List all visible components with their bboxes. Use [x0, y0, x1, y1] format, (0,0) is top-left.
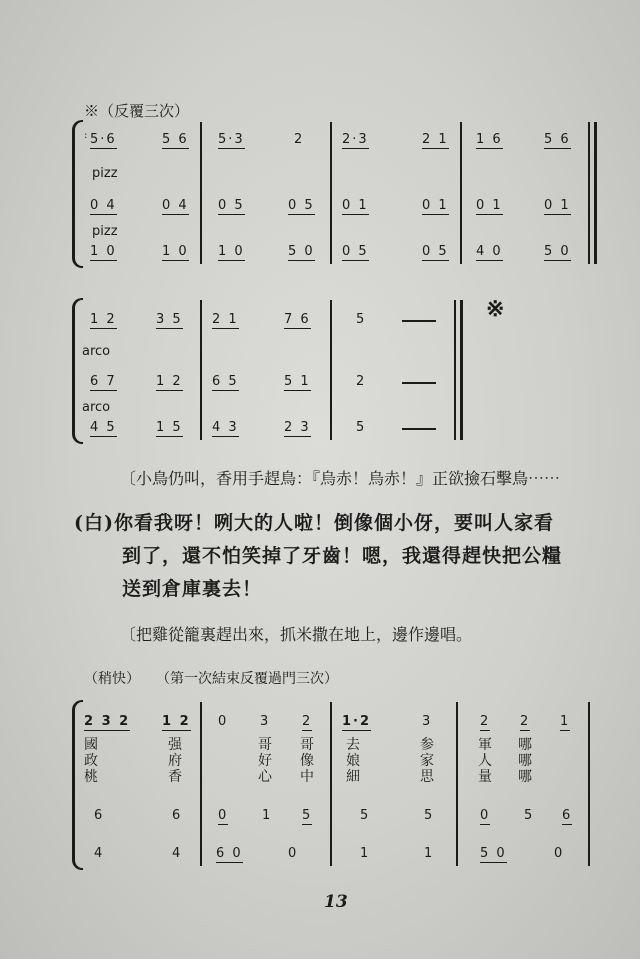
- lyric: 桃: [84, 769, 98, 785]
- note: 5: [356, 420, 367, 435]
- lyric: 娘: [346, 753, 360, 769]
- note: 5: [524, 808, 535, 823]
- lyric: 强: [168, 737, 182, 753]
- note: 2: [356, 374, 367, 389]
- lyric: 政: [84, 753, 98, 769]
- note: 1: [360, 846, 371, 861]
- lyric: 國: [84, 737, 98, 753]
- note: 0: [554, 846, 565, 861]
- note: 1 5: [156, 420, 183, 435]
- dialogue-line: (白)你看我呀！咧大的人啦！倒像個小伢，要叫人家看: [74, 512, 554, 534]
- double-barline: [460, 300, 463, 440]
- note: 1 6: [476, 132, 503, 147]
- system-brace: [72, 700, 83, 870]
- note: 0 4: [90, 198, 117, 213]
- note: 4: [94, 846, 105, 861]
- barline: [456, 702, 458, 866]
- note: 5 1: [284, 374, 311, 389]
- score-system-3: [72, 698, 602, 870]
- note: 0 1: [342, 198, 369, 213]
- note: 1: [424, 846, 435, 861]
- page-number: 13: [324, 892, 348, 912]
- note: 5: [424, 808, 435, 823]
- barline: [330, 122, 332, 264]
- note: 2·3: [342, 132, 369, 147]
- note: 5: [356, 312, 367, 327]
- arco-label: arco: [82, 344, 111, 359]
- note: 3: [422, 714, 433, 729]
- note: 2: [520, 714, 531, 729]
- lyric: 量: [478, 769, 492, 785]
- note: 2 1: [212, 312, 239, 327]
- segno-sign: ※: [486, 296, 505, 322]
- arco-label: arco: [82, 400, 111, 415]
- note: 4 5: [90, 420, 117, 435]
- sustain-dash: [402, 382, 436, 384]
- note: 5 6: [162, 132, 189, 147]
- note: 5 0: [544, 244, 571, 259]
- note: 3: [260, 714, 271, 729]
- dialogue-line: 到了，還不怕笑掉了牙齒！嗯，我還得趕快把公糧: [122, 545, 563, 567]
- note: 6: [172, 808, 183, 823]
- barline: [330, 702, 332, 866]
- note: 0 5: [218, 198, 245, 213]
- repeat-instruction: （第一次結束反覆過門三次）: [156, 671, 338, 687]
- repeat-dots: :: [84, 130, 88, 141]
- note: 6 0: [216, 846, 243, 861]
- repeat-heading: ※（反覆三次）: [84, 102, 190, 120]
- note: 1 2: [162, 714, 191, 729]
- lyric: 哪: [518, 737, 532, 753]
- system-brace: [72, 120, 83, 268]
- note: 4: [172, 846, 183, 861]
- tempo-marking: （稍快）: [84, 671, 140, 687]
- note: 6: [94, 808, 105, 823]
- lyric: 好: [258, 753, 272, 769]
- lyric: 府: [168, 753, 182, 769]
- note: 2: [302, 714, 313, 729]
- note: 4 3: [212, 420, 239, 435]
- note: 0 5: [288, 198, 315, 213]
- note: 0: [288, 846, 299, 861]
- note: 5·3: [218, 132, 245, 147]
- lyric: 軍: [478, 737, 492, 753]
- lyric: 哥: [300, 737, 314, 753]
- note: 4 0: [476, 244, 503, 259]
- note: 1·2: [342, 714, 372, 729]
- lyric: 参: [420, 737, 434, 753]
- lyric: 心: [258, 769, 272, 785]
- note: 1: [560, 714, 571, 729]
- score-system-1: [72, 118, 602, 268]
- note: 6: [562, 808, 573, 823]
- note: 0 4: [162, 198, 189, 213]
- note: 0: [218, 714, 229, 729]
- lyric: 家: [420, 753, 434, 769]
- note: 2: [294, 132, 305, 147]
- note: 1 0: [218, 244, 245, 259]
- note: 5: [302, 808, 313, 823]
- note: 1 2: [156, 374, 183, 389]
- note: 6 7: [90, 374, 117, 389]
- dialogue-line: 送到倉庫裏去！: [122, 578, 263, 600]
- sustain-dash: [402, 428, 436, 430]
- score-system-2: [72, 296, 542, 444]
- note: 0: [218, 808, 229, 823]
- note: 0 1: [476, 198, 503, 213]
- pizz-label: pizz: [92, 166, 118, 181]
- lyric: 人: [478, 753, 492, 769]
- barline: [454, 300, 456, 440]
- final-barline: [594, 122, 597, 264]
- barline: [200, 122, 202, 264]
- note: 1 0: [162, 244, 189, 259]
- note: 1 0: [90, 244, 117, 259]
- note: 3 5: [156, 312, 183, 327]
- lyric: 思: [420, 769, 434, 785]
- note: 0 5: [342, 244, 369, 259]
- pizz-label: pizz: [92, 224, 118, 239]
- barline: [588, 122, 590, 264]
- note: 6 5: [212, 374, 239, 389]
- note: 2 3: [284, 420, 311, 435]
- note: 5 0: [288, 244, 315, 259]
- lyric: 細: [346, 769, 360, 785]
- note: 1: [262, 808, 273, 823]
- note: 2: [480, 714, 491, 729]
- barline: [330, 300, 332, 440]
- lyric: 去: [346, 737, 360, 753]
- note: 5 6: [544, 132, 571, 147]
- note: 2 3 2: [84, 714, 131, 729]
- note: 7 6: [284, 312, 311, 327]
- note: 5: [360, 808, 371, 823]
- stage-direction: 〔小鳥仍叫，香用手趕鳥：『烏赤！烏赤！』正欲撿石擊鳥⋯⋯: [120, 469, 561, 488]
- sustain-dash: [402, 320, 436, 322]
- note: 0 1: [422, 198, 449, 213]
- note: 0: [480, 808, 491, 823]
- note: 0 1: [544, 198, 571, 213]
- stage-direction: 〔把雞從籠裏趕出來，抓米撒在地上，邊作邊唱。: [120, 625, 473, 644]
- lyric: 香: [168, 769, 182, 785]
- lyric: 哥: [258, 737, 272, 753]
- barline: [588, 702, 590, 866]
- barline: [460, 122, 462, 264]
- barline: [200, 702, 202, 866]
- note: 5 0: [480, 846, 507, 861]
- system-brace: [72, 298, 83, 444]
- note: 5·6: [90, 132, 117, 147]
- lyric: 哪: [518, 753, 532, 769]
- note: 1 2: [90, 312, 117, 327]
- lyric: 像: [300, 753, 314, 769]
- note: 0 5: [422, 244, 449, 259]
- barline: [200, 300, 202, 440]
- lyric: 哪: [518, 769, 532, 785]
- lyric: 中: [300, 769, 314, 785]
- note: 2 1: [422, 132, 449, 147]
